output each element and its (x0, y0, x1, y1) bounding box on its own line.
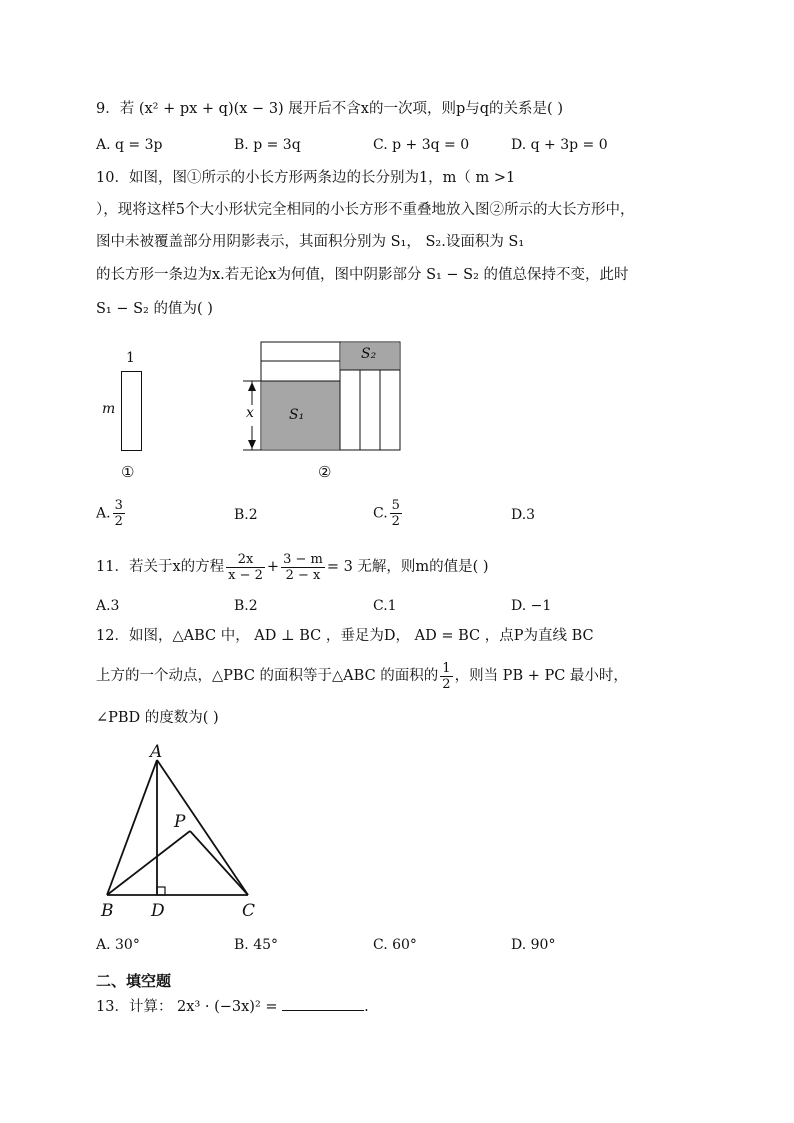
q10-option-a-fraction (113, 498, 125, 529)
q12-line2-post: ，则当 PB + PC 最小时， (454, 668, 628, 684)
q12-line2-pre: 上方的一个动点，△PBC 的面积等于△ABC 的面积的 (96, 668, 439, 684)
q9-option-a: A. q = 3p (96, 137, 163, 153)
q12-option-b: B. 45° (234, 937, 279, 953)
label-c: C (242, 901, 256, 921)
q11-prefix: 11．若关于x的方程 (96, 559, 225, 575)
q10-line4: 的长方形一条边为x.若无论x为何值，图中阴影部分 S₁ − S₂ 的值总保持不变，此时 (96, 267, 629, 283)
answer-blank[interactable] (282, 996, 364, 1011)
fraction-numerator: 5 (391, 498, 400, 513)
q11-stem (96, 548, 489, 586)
fraction-denominator: 2 − x (285, 567, 321, 583)
q10-option-c-fraction (390, 498, 402, 529)
q12-option-c: C. 60° (373, 937, 417, 953)
q11-option-a: A.3 (96, 598, 120, 614)
fig2-arrow-up (248, 382, 256, 391)
fig1-side-label: m (102, 401, 116, 417)
segment-pc (190, 831, 248, 895)
q13-end: . (364, 999, 369, 1015)
label-b: B (101, 901, 114, 921)
q10-option-c (373, 498, 404, 529)
fig1-top-label: 1 (126, 350, 135, 366)
section-title: 二、填空题 (96, 972, 172, 990)
q10-line1: 10．如图，图①所示的小长方形两条边的长分别为1，m（ m >1 (96, 170, 516, 186)
q9-option-d: D. q + 3p = 0 (511, 137, 608, 153)
fig1-caption: ① (121, 463, 135, 481)
q10-line5: S₁ − S₂ 的值为( ) (96, 301, 213, 317)
label-p: P (174, 812, 186, 832)
q11-suffix: = 3 无解，则m的值是( ) (326, 559, 489, 575)
triangle-side-ac (157, 760, 248, 895)
q9-option-b: B. p = 3q (234, 137, 301, 153)
q10-option-a-prefix: A. (96, 505, 111, 522)
q11-plus: + (266, 559, 280, 575)
fig2-x-label: x (246, 405, 254, 421)
figure-2 (235, 335, 410, 460)
q10-option-d: D.3 (511, 507, 536, 523)
fraction-numerator: 3 − m (283, 551, 323, 567)
q11-fraction-2 (281, 552, 325, 583)
q12-option-a: A. 30° (96, 937, 140, 953)
q13-stem (96, 996, 369, 1017)
label-d: D (151, 901, 165, 921)
q12-line1: 12．如图，△ABC 中， AD ⊥ BC ，垂足为D， AD = BC ，点P为直线 BC (96, 628, 594, 644)
figure-triangle (95, 742, 270, 927)
q11-option-c: C.1 (373, 598, 397, 614)
q11-fraction-1 (226, 552, 265, 583)
fig2-caption: ② (318, 463, 332, 481)
q9-option-c: C. p + 3q = 0 (373, 137, 470, 153)
q12-line3: ∠PBD 的度数为( ) (96, 710, 219, 726)
fig1-rectangle (121, 371, 142, 451)
fraction-denominator: 2 (391, 514, 400, 529)
fraction-numerator: 1 (442, 660, 451, 676)
label-a: A (150, 742, 163, 762)
right-angle-mark (157, 887, 165, 895)
q13-text: 13．计算： 2x³ · (−3x)² = (96, 999, 278, 1015)
q10-option-c-prefix: C. (373, 505, 388, 522)
q10-option-a (96, 498, 127, 529)
q11-option-d: D. −1 (511, 598, 552, 614)
q10-option-b: B.2 (234, 507, 258, 523)
fraction-numerator: 2x (226, 552, 265, 568)
fraction-numerator: 3 (114, 498, 123, 513)
q12-option-d: D. 90° (511, 937, 556, 953)
fraction-denominator: 2 (114, 514, 123, 529)
q12-fraction (440, 661, 452, 692)
q9-stem: 9．若 (x² + px + q)(x − 3) 展开后不含x的一次项，则p与q的关系是( ) (96, 101, 563, 117)
q12-line2 (96, 657, 628, 695)
fig2-s2-label: S₂ (361, 346, 377, 362)
q10-line3: 图中未被覆盖部分用阴影表示，其面积分别为 S₁， S₂.设面积为 S₁ (96, 234, 525, 250)
fraction-denominator: 2 (442, 676, 451, 692)
fig2-s1-label: S₁ (289, 407, 305, 423)
q10-line2: ），现将这样5个大小形状完全相同的小长方形不重叠地放入图②所示的大长方形中， (96, 202, 635, 218)
fraction-denominator: x − 2 (228, 567, 263, 583)
q11-option-b: B.2 (234, 598, 258, 614)
fig2-arrow-down (248, 440, 256, 449)
figure-1 (96, 345, 156, 485)
